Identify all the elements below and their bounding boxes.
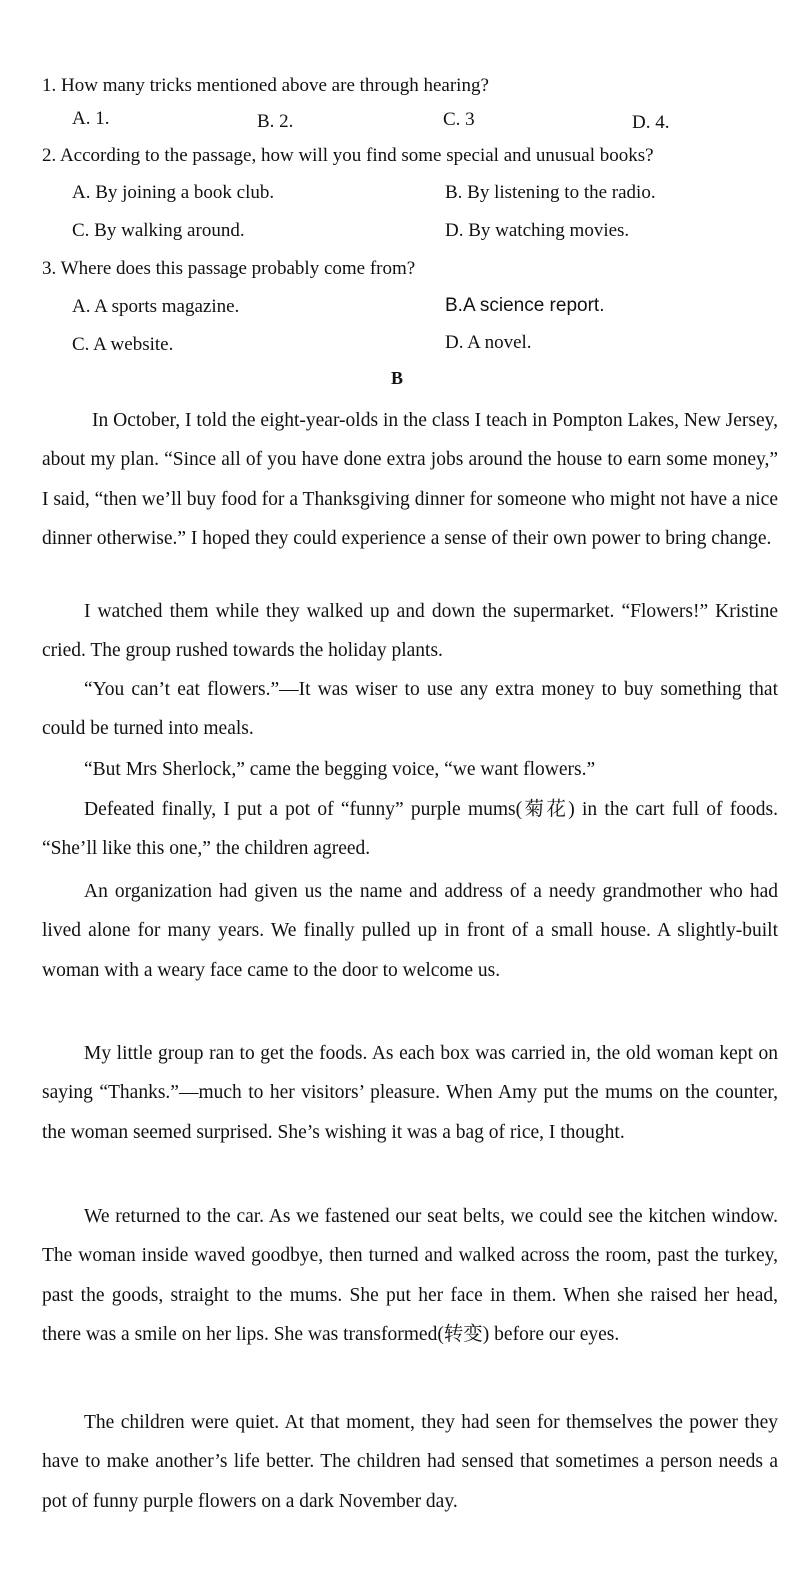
passage-paragraph-7: My little group ran to get the foods. As each box was carried in, the old woman kept on saying “Thanks.”—much to her visitors’ pleasure. When Amy put the mums on the counter, the woman seemed surprised. She’s wishing it was a bag of rice, I thought. <box>42 1043 778 1143</box>
question-3-option-d: D. A novel. <box>445 332 532 353</box>
question-2-option-a: A. By joining a book club. <box>72 182 275 203</box>
passage-paragraph-8: We returned to the car. As we fastened our seat belts, we could see the kitchen window. The woman inside waved goodbye, then turned and walked across the room, past the turkey, past the goods, straight to the mums. She put her face in them. When she raised her head, there was a smile on her lips. She was transformed(转变) before our eyes. <box>42 1206 778 1346</box>
passage-paragraph-5: Defeated finally, I put a pot of “funny” purple mums(菊花) in the cart full of foods. “She’ll like this one,” the children agreed. <box>42 799 778 860</box>
question-2-option-c: C. By walking around. <box>72 220 245 241</box>
question-1-option-b: B. 2. <box>257 111 294 132</box>
passage-paragraph-4: “But Mrs Sherlock,” came the begging voice, “we want flowers.” <box>84 759 596 780</box>
question-1-stem: 1. How many tricks mentioned above are through hearing? <box>42 75 489 96</box>
passage-paragraph-6: An organization had given us the name and address of a needy grandmother who had lived alone for many years. We finally pulled up in front of a small house. A slightly-built woman with a weary face came to the door to welcome us. <box>42 881 778 981</box>
question-2-option-d: D. By watching movies. <box>445 220 630 241</box>
question-1-option-a: A. 1. <box>72 108 110 129</box>
question-3-stem: 3. Where does this passage probably come from? <box>42 258 416 279</box>
question-3-option-a: A. A sports magazine. <box>72 296 240 317</box>
question-3-option-b: B.A science report. <box>445 295 605 316</box>
passage-paragraph-3: “You can’t eat flowers.”—It was wiser to use any extra money to buy something that could be turned into meals. <box>42 679 778 740</box>
passage-paragraph-2: I watched them while they walked up and down the supermarket. “Flowers!” Kristine cried. The group rushed towards the holiday plants. <box>42 601 778 662</box>
question-3-option-c: C. A website. <box>72 334 174 355</box>
question-2-stem: 2. According to the passage, how will you find some special and unusual books? <box>42 145 654 166</box>
question-2-option-b: B. By listening to the radio. <box>445 182 656 203</box>
question-1-option-c: C. 3 <box>443 109 475 130</box>
passage-paragraph-1: In October, I told the eight-year-olds in the class I teach in Pompton Lakes, New Jersey, about my plan. “Since all of you have done extra jobs around the house to earn some money,” I said, “then we’ll buy food for a Thanksgiving dinner for someone who might not have a nice dinner otherwise.” I hoped they could experience a sense of their own power to bring change. <box>42 410 778 550</box>
section-title: B <box>390 368 403 388</box>
passage-paragraph-9: The children were quiet. At that moment, they had seen for themselves the power they have to make another’s life better. The children had sensed that sometimes a person needs a pot of funny purple flowers on a dark November day. <box>42 1412 778 1512</box>
question-1-option-d: D. 4. <box>632 112 670 133</box>
